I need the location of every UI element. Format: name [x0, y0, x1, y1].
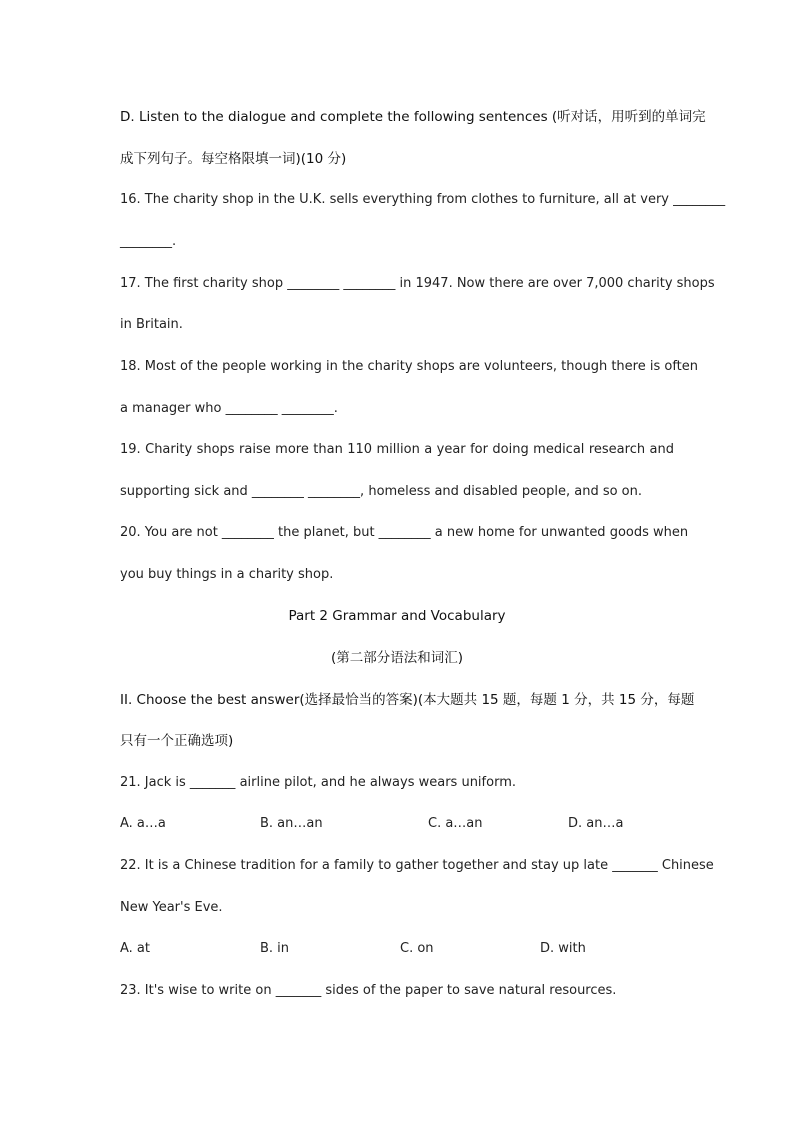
section-ii-heading-line1: II. Choose the best answer(选择最恰当的答案)(本大题共 15 题，每题 1 分，共 15 分，每题 [120, 692, 695, 708]
question-22-option-a: A. at [120, 941, 150, 956]
question-22-option-c: C. on [400, 941, 434, 956]
section-d-heading-line1: D. Listen to the dialogue and complete the following sentences (听对话，用听到的单词完 [120, 109, 706, 125]
question-21-stem: 21. Jack is _______ airline pilot, and he always wears uniform. [120, 775, 516, 790]
question-21-option-d: D. an…a [568, 816, 624, 831]
question-22-line1: 22. It is a Chinese tradition for a family to gather together and stay up late _______ Chinese [120, 858, 714, 873]
question-18-line2: a manager who ________ ________. [120, 401, 338, 416]
part2-title: Part 2 Grammar and Vocabulary [288, 608, 506, 624]
question-17-line2: in Britain. [120, 317, 183, 332]
question-21-option-a: A. a…a [120, 816, 166, 831]
question-22-option-d: D. with [540, 941, 586, 956]
question-19-line1: 19. Charity shops raise more than 110 million a year for doing medical research and [120, 442, 674, 457]
question-23-stem: 23. It's wise to write on _______ sides of the paper to save natural resources. [120, 983, 617, 998]
question-22-line2: New Year's Eve. [120, 900, 223, 915]
question-18-line1: 18. Most of the people working in the charity shops are volunteers, though there is often [120, 359, 699, 374]
question-16-line2: ________. [120, 234, 177, 249]
question-21-option-b: B. an…an [260, 816, 323, 831]
question-20-line2: you buy things in a charity shop. [120, 567, 334, 582]
question-21-option-c: C. a…an [428, 816, 483, 831]
section-d-heading-line2: 成下列句子。每空格限填一词)(10 分) [120, 151, 347, 167]
question-20-line1: 20. You are not ________ the planet, but ________ a new home for unwanted goods when [120, 525, 689, 540]
question-22-option-b: B. in [260, 941, 290, 956]
question-19-line2: supporting sick and ________ ________, homeless and disabled people, and so on. [120, 484, 643, 499]
section-ii-heading-line2: 只有一个正确选项) [120, 733, 234, 749]
question-17-line1: 17. The first charity shop ________ ________ in 1947. Now there are over 7,000 charity shops [120, 276, 715, 291]
question-16-line1: 16. The charity shop in the U.K. sells everything from clothes to furniture, all at very ________ [120, 192, 726, 207]
part2-subtitle: (第二部分语法和词汇) [330, 650, 464, 666]
